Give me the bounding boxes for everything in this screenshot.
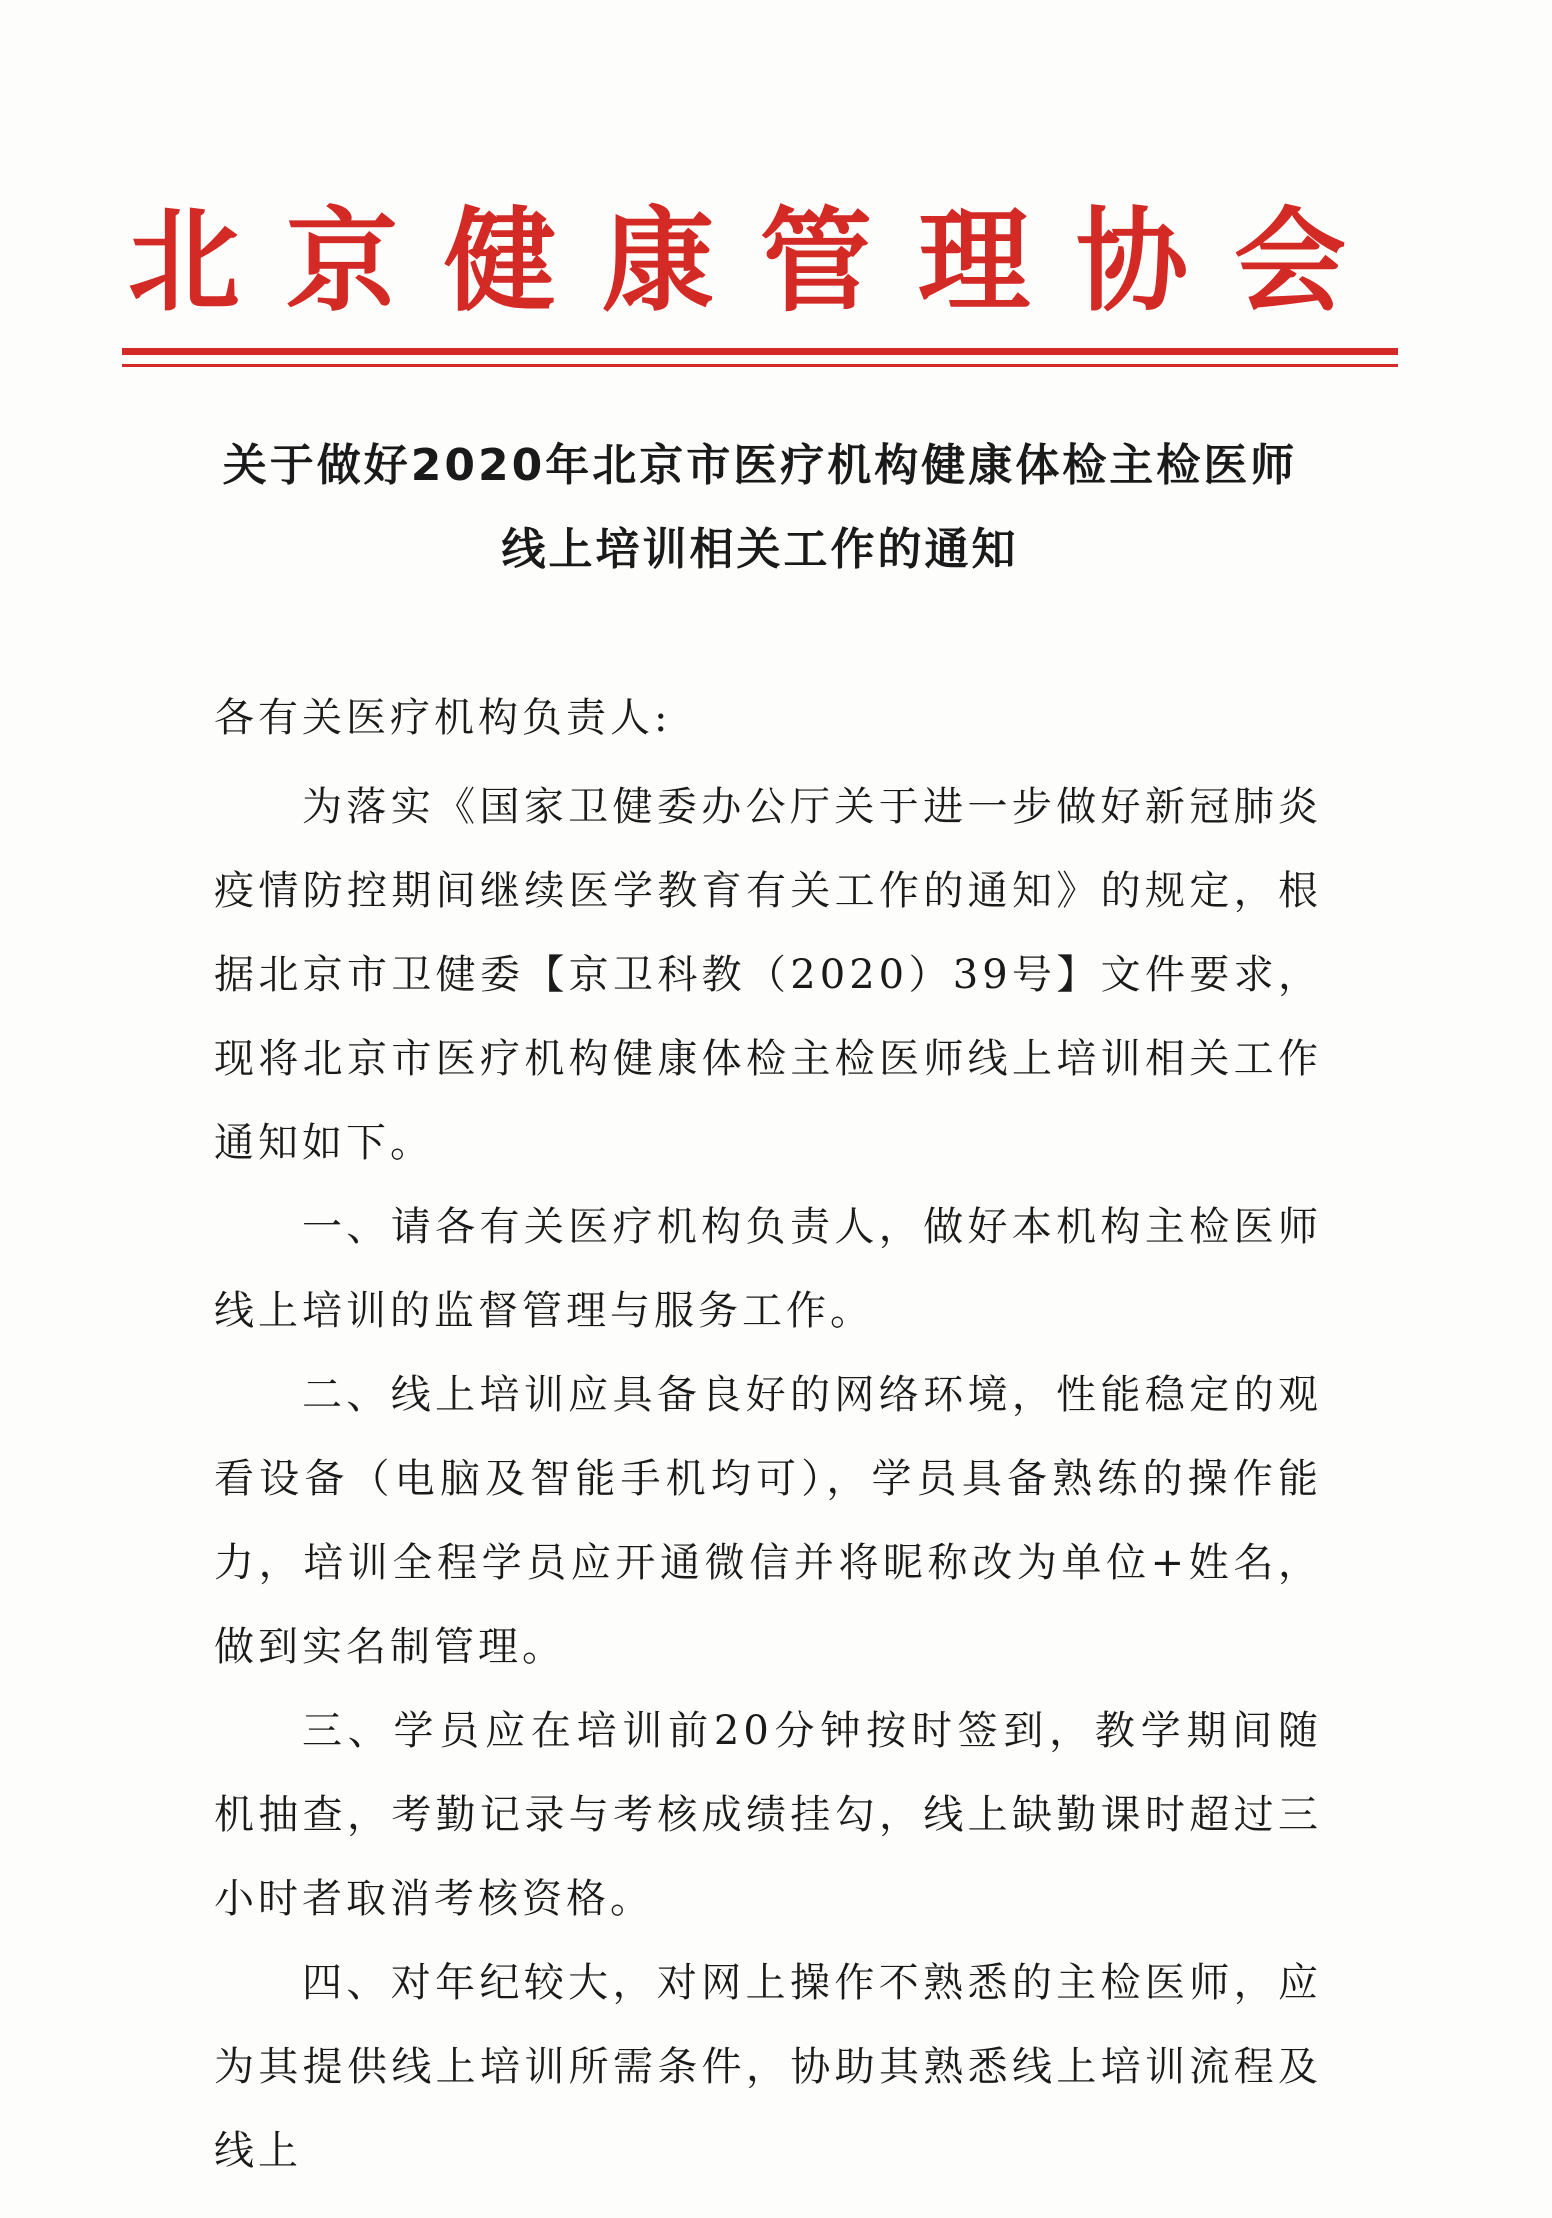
letterhead-org-name: 北京健康管理协会 [128, 197, 1392, 327]
document-title-line-2: 线上培训相关工作的通知 [501, 524, 1019, 575]
paragraph-item-1: 一、请各有关医疗机构负责人，做好本机构主检医师线上培训的监督管理与服务工作。 [214, 1204, 1322, 1334]
paragraph-item-2: 二、线上培训应具备良好的网络环境，性能稳定的观看设备（电脑及智能手机均可），学员具备熟练的操作能力，培训全程学员应开通微信并将昵称改为单位+姓名，做到实名制管理。 [214, 1372, 1322, 1670]
paragraph-intro: 为落实《国家卫健委办公厅关于进一步做好新冠肺炎疫情防控期间继续医学教育有关工作的通知》的规定，根据北京市卫健委【京卫科教（2020）39号】文件要求，现将北京市医疗机构健康体检主检医师线上培训相关工作通知如下。 [214, 784, 1322, 1166]
salutation: 各有关医疗机构负责人: [214, 695, 672, 741]
paragraph-item-3: 三、学员应在培训前20分钟按时签到，教学期间随机抽查，考勤记录与考核成绩挂勾，线上缺勤课时超过三小时者取消考核资格。 [214, 1708, 1322, 1922]
paragraph-item-4: 四、对年纪较大，对网上操作不熟悉的主检医师，应为其提供线上培训所需条件，协助其熟悉线上培训流程及线上 [214, 1960, 1322, 2174]
document-title-line-1: 关于做好2020年北京市医疗机构健康体检主检医师 [222, 440, 1298, 491]
document-body [214, 765, 1322, 2193]
letterhead-red-rule-thin [122, 364, 1398, 367]
letterhead-red-rule [122, 348, 1398, 355]
